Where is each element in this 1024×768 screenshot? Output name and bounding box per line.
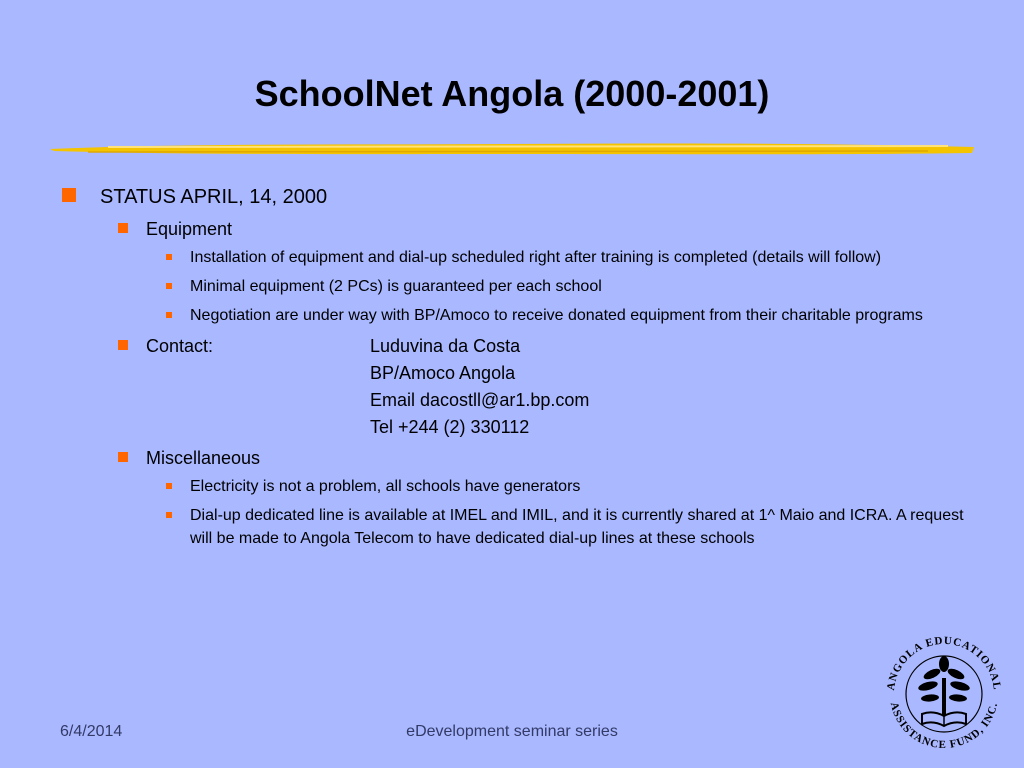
equipment-subitem bbox=[62, 304, 970, 327]
misc-subitem bbox=[62, 504, 970, 550]
square-bullet-icon bbox=[166, 283, 172, 289]
angola-fund-logo-icon bbox=[878, 628, 1010, 760]
misc-subitem-text: Electricity is not a problem, all schools have generators bbox=[190, 478, 581, 495]
square-bullet-icon bbox=[118, 223, 128, 233]
equipment-subitem bbox=[62, 246, 970, 269]
svg-text:ASSISTANCE FUND, INC.: ASSISTANCE FUND, INC. bbox=[887, 700, 1001, 752]
title-underline bbox=[48, 139, 976, 159]
status-heading: STATUS APRIL, 14, 2000 bbox=[100, 186, 328, 208]
slide-title: SchoolNet Angola (2000-2001) bbox=[254, 73, 770, 114]
misc-item bbox=[62, 445, 962, 471]
square-bullet-icon bbox=[166, 254, 172, 260]
svg-text:ANGOLA EDUCATIONAL: ANGOLA EDUCATIONAL bbox=[885, 634, 1003, 692]
square-bullet-icon bbox=[166, 312, 172, 318]
contact-details bbox=[370, 333, 589, 441]
equipment-subitem-text: Negotiation are under way with BP/Amoco to receive donated equipment from their charitable programs bbox=[190, 307, 923, 324]
status-item bbox=[62, 184, 962, 210]
footer-series: eDevelopment seminar series bbox=[406, 723, 618, 740]
square-bullet-icon bbox=[166, 483, 172, 489]
contact-company: BP/Amoco Angola bbox=[370, 363, 516, 383]
contact-email: Email dacostll@ar1.bp.com bbox=[370, 390, 590, 410]
contact-name: Luduvina da Costa bbox=[370, 336, 521, 356]
contact-label: Contact: bbox=[146, 336, 214, 356]
square-bullet-icon bbox=[118, 340, 128, 350]
contact-item bbox=[62, 333, 962, 441]
contact-row bbox=[146, 333, 962, 441]
square-bullet-icon bbox=[166, 512, 172, 518]
misc-subitem bbox=[62, 475, 970, 498]
square-bullet-icon bbox=[118, 452, 128, 462]
equipment-subitem bbox=[62, 275, 970, 298]
equipment-subitem-text: Minimal equipment (2 PCs) is guaranteed per each school bbox=[190, 278, 602, 295]
misc-heading: Miscellaneous bbox=[146, 448, 261, 468]
equipment-item bbox=[62, 216, 962, 242]
equipment-heading: Equipment bbox=[146, 219, 233, 239]
footer-date: 6/4/2014 bbox=[60, 723, 123, 740]
misc-subitem-text: Dial-up dedicated line is available at IMEL and IMIL, and it is currently shared at 1^ Maio and ICRA. A request will be made to Angola Telecom to have dedicated dial-up lines at these schools bbox=[190, 507, 964, 547]
contact-phone: Tel +244 (2) 330112 bbox=[370, 417, 530, 437]
slide-content bbox=[62, 184, 962, 556]
equipment-subitem-text: Installation of equipment and dial-up scheduled right after training is completed (details will follow) bbox=[190, 249, 882, 266]
square-bullet-icon bbox=[62, 188, 76, 202]
